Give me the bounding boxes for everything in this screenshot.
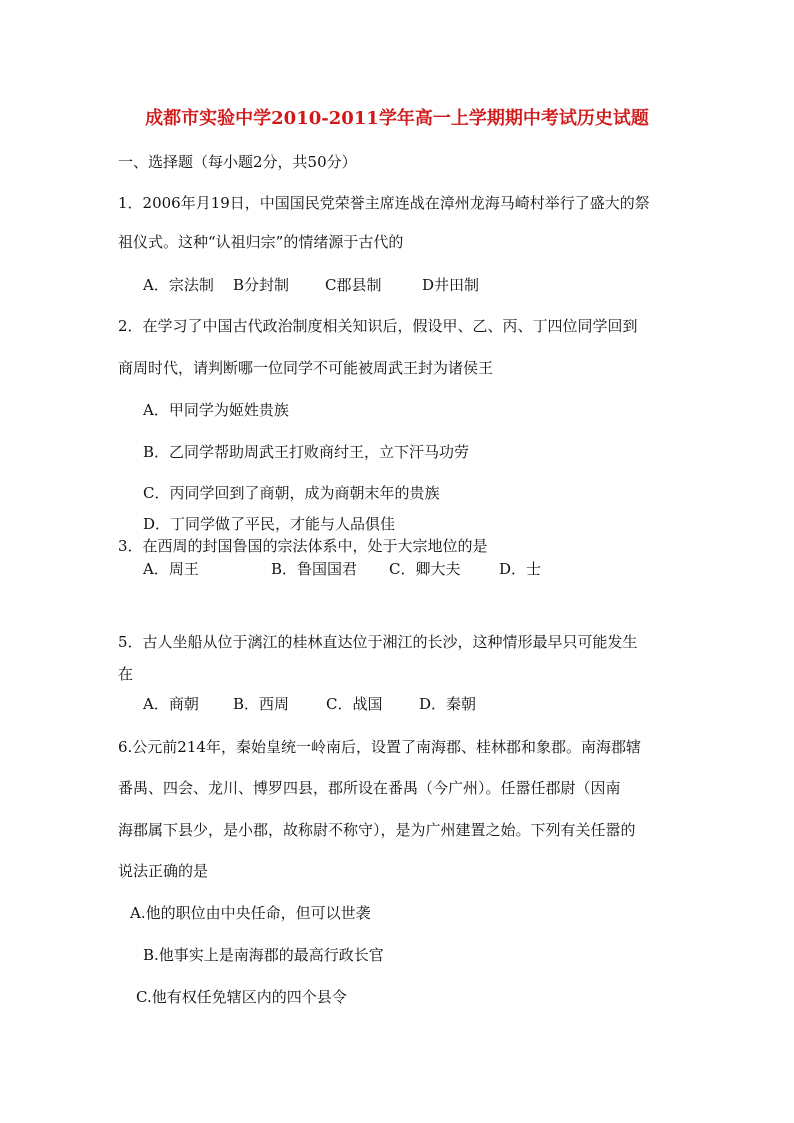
- page-title: 成都市实验中学2010-2011学年高一上学期期中考试历史试题: [145, 108, 649, 129]
- question-6-stem-line-1: 6.公元前214年，秦始皇统一岭南后，设置了南海郡、桂林郡和象郡。南海郡辖: [118, 738, 641, 756]
- question-2-option-a: A．甲同学为姬姓贵族: [143, 401, 289, 419]
- question-5-option-a: A．商朝: [143, 695, 199, 713]
- question-5-option-c: C．战国: [326, 695, 383, 713]
- question-6-option-a: A.他的职位由中央任命，但可以世袭: [130, 904, 371, 922]
- question-2-option-c: C．丙同学回到了商朝，成为商朝末年的贵族: [143, 484, 440, 502]
- question-5-stem-line-1: 5．古人坐船从位于漓江的桂林直达位于湘江的长沙，这种情形最早只可能发生: [118, 633, 638, 651]
- question-6-stem-line-4: 说法正确的是: [118, 862, 209, 880]
- question-2-stem-line-2: 商周时代，请判断哪一位同学不可能被周武王封为诸侯王: [118, 359, 494, 377]
- question-3-option-d: D．士: [499, 560, 542, 578]
- question-6-option-c: C.他有权任免辖区内的四个县令: [136, 988, 347, 1006]
- section-heading: 一、选择题（每小题2分，共50分）: [118, 153, 357, 171]
- question-3-option-a: A．周王: [143, 560, 199, 578]
- question-6-stem-line-3: 海郡属下县少，是小郡，故称尉不称守），是为广州建置之始。下列有关任嚣的: [118, 821, 636, 839]
- question-6-stem-line-2: 番禺、四会、龙川、博罗四县，郡所设在番禺（今广州）。任嚣任郡尉（因南: [118, 779, 621, 797]
- question-5-option-b: B．西周: [233, 695, 290, 713]
- question-1-option-d: D井田制: [422, 276, 480, 294]
- question-1-option-a: A．宗法制: [143, 276, 214, 294]
- question-2-option-b: B．乙同学帮助周武王打败商纣王，立下汗马功劳: [143, 443, 470, 461]
- question-3-option-c: C．卿大夫: [389, 560, 461, 578]
- question-2-stem-line-1: 2．在学习了中国古代政治制度相关知识后，假设甲、乙、丙、丁四位同学回到: [118, 317, 638, 335]
- question-5-stem-line-2: 在: [118, 665, 134, 683]
- question-1-stem-line-2: 祖仪式。这种“认祖归宗”的情绪源于古代的: [118, 233, 404, 251]
- question-1-stem-line-1: 1．2006年月19日，中国国民党荣誉主席连战在漳州龙海马崎村举行了盛大的祭: [118, 194, 650, 212]
- question-3-option-b: B．鲁国国君: [271, 560, 358, 578]
- question-6-option-b: B.他事实上是南海郡的最高行政长官: [143, 946, 384, 964]
- question-1-option-b: B分封制: [233, 276, 290, 294]
- question-3-stem-line-1: 3．在西周的封国鲁国的宗法体系中，处于大宗地位的是: [118, 537, 488, 555]
- question-2-option-d: D．丁同学做了平民，才能与人品俱佳: [143, 515, 396, 533]
- question-5-option-d: D．秦朝: [419, 695, 477, 713]
- question-1-option-c: C郡县制: [325, 276, 382, 294]
